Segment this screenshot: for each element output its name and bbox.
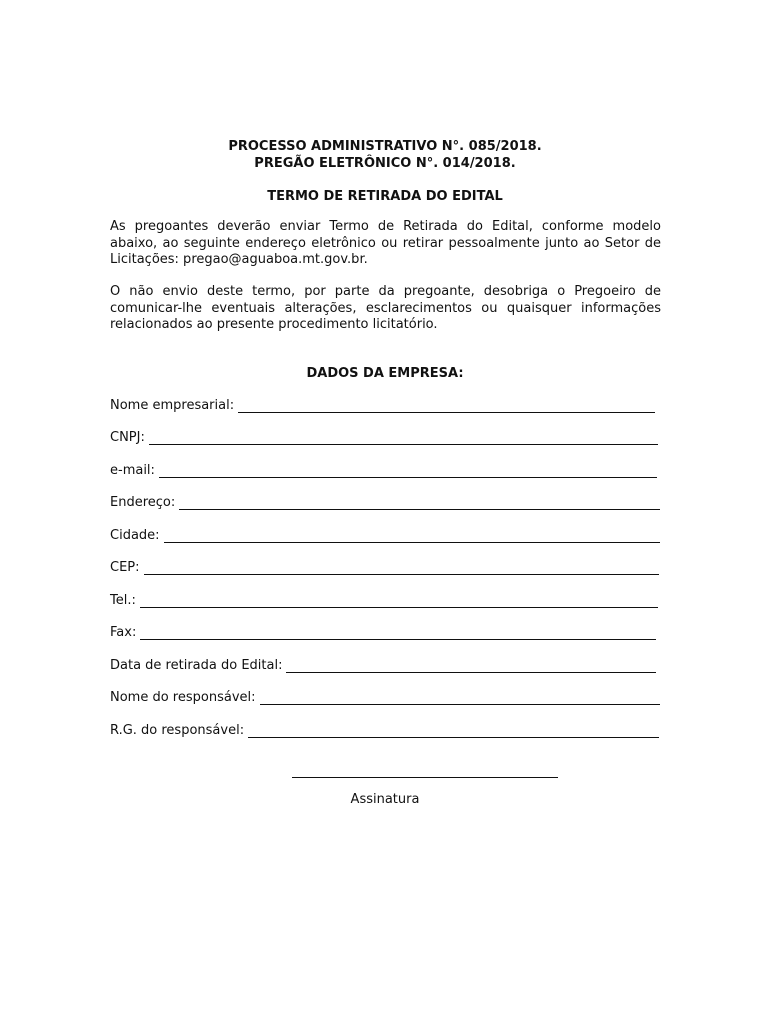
field-cep[interactable] (110, 558, 659, 576)
fill-in-line[interactable] (149, 430, 658, 445)
field-label: R.G. do responsável: (110, 723, 245, 738)
fill-in-line[interactable] (260, 690, 660, 705)
field-label: Tel.: (110, 593, 136, 608)
field-address[interactable] (110, 493, 660, 511)
field-label: Endereço: (110, 495, 176, 510)
fill-in-line[interactable] (164, 528, 660, 543)
field-company-name[interactable] (110, 396, 655, 414)
field-email[interactable] (110, 461, 657, 479)
document-title: TERMO DE RETIRADA DO EDITAL (267, 189, 503, 204)
field-label: Nome empresarial: (110, 398, 235, 413)
instructions-paragraph: As pregoantes deverão enviar Termo de Retirada do Edital, conforme modelo abaixo, ao seguinte endereço eletrônico ou retirar pessoalmente junto ao Setor de Licitações: pregao@aguaboa.mt.gov.br. (110, 219, 661, 267)
fill-in-line[interactable] (140, 625, 656, 640)
fill-in-line[interactable] (144, 560, 659, 575)
header-auction-number: PREGÃO ELETRÔNICO N°. 014/2018. (254, 156, 516, 171)
fill-in-line[interactable] (286, 658, 656, 673)
header-process-number: PROCESSO ADMINISTRATIVO N°. 085/2018. (228, 139, 542, 154)
section-title-company-data: DADOS DA EMPRESA: (306, 366, 464, 381)
field-label: e-mail: (110, 463, 155, 478)
fill-in-line[interactable] (179, 495, 660, 510)
field-withdrawal-date[interactable] (110, 656, 656, 674)
field-label: Fax: (110, 625, 137, 640)
signature-line[interactable] (292, 777, 558, 778)
field-fax[interactable] (110, 623, 656, 641)
disclaimer-paragraph: O não envio deste termo, por parte da pregoante, desobriga o Pregoeiro de comunicar-lhe eventuais alterações, esclarecimentos ou quaisquer informações relacionados ao presente procedimento licitatório. (110, 284, 661, 332)
field-label: Nome do responsável: (110, 690, 256, 705)
field-responsible-rg[interactable] (110, 721, 659, 739)
fill-in-line[interactable] (159, 463, 657, 478)
field-city[interactable] (110, 526, 660, 544)
field-label: Data de retirada do Edital: (110, 658, 283, 673)
fill-in-line[interactable] (248, 723, 659, 738)
field-cnpj[interactable] (110, 428, 658, 446)
field-label: CNPJ: (110, 430, 145, 445)
field-phone[interactable] (110, 591, 658, 609)
field-label: Cidade: (110, 528, 160, 543)
field-label: CEP: (110, 560, 140, 575)
fill-in-line[interactable] (140, 593, 658, 608)
fill-in-line[interactable] (238, 398, 655, 413)
field-responsible-name[interactable] (110, 688, 660, 706)
signature-label: Assinatura (350, 792, 420, 807)
